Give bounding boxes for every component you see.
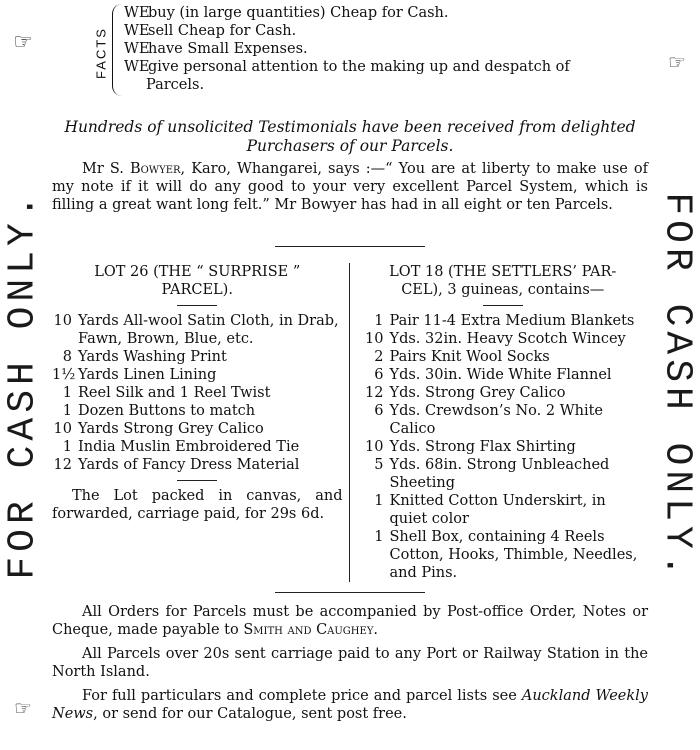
pointing-hand-icon: ☞ [14, 696, 32, 720]
list-item: 10 Yards All-wool Satin Cloth, in Drab, Fawn, Brown, Blue, etc. [53, 313, 339, 347]
lots-columns [52, 263, 648, 582]
firm-name: Smith and Caughey. [243, 622, 379, 638]
right-sidebar-text: FOR CASH ONLY. [655, 192, 699, 582]
list-item: 12 Yards of Fancy Dress Material [53, 457, 300, 473]
pointing-hand-icon: ☞ [668, 50, 686, 74]
pointing-hand-icon: ☞ [13, 30, 33, 55]
list-item: 10 Yards Strong Grey Calico [53, 421, 264, 437]
facts-brace [112, 4, 123, 96]
list-item: 1 India Muslin Embroidered Tie [62, 439, 300, 455]
list-item: 12 Yds. Strong Grey Calico [365, 385, 566, 401]
lot-18-heading: LOT 18 (THE SETTLERS’ PAR- CEL), 3 guineas, contains— [389, 264, 617, 298]
short-divider [177, 305, 217, 306]
customer-name: S. Bowyer [109, 161, 181, 177]
facts-block [52, 0, 648, 100]
particulars-notice: For full particulars and complete price and parcel lists see Auckland Weekly News, or send for our Catalogue, sent post free. [52, 688, 648, 722]
short-divider [483, 305, 523, 306]
list-item: 1½ Yards Linen Lining [52, 367, 217, 383]
fact-item-continued: Parcels. [146, 77, 205, 93]
fact-item: WE give personal attention to the making up and despatch of [124, 59, 570, 75]
lot-26-price: The Lot packed in canvas, and forwarded, carriage paid, for 29s 6d. [52, 488, 343, 522]
list-item: 10 Yds. Strong Flax Shirting [365, 439, 576, 455]
facts-list [124, 4, 644, 94]
testimonials-heading: Hundreds of unsolicited Testimonials have been received from delighted Purchasers of our Parcels. [64, 118, 636, 155]
lot-26 [52, 263, 350, 582]
list-item: 8 Yards Washing Print [62, 349, 227, 365]
short-divider [177, 480, 217, 481]
orders-notice: All Orders for Parcels must be accompanied by Post-office Order, Notes or Cheque, made payable to Smith and Caughey. [52, 604, 648, 638]
lot-18 [350, 263, 649, 582]
fact-item: WE have Small Expenses. [124, 41, 308, 57]
fact-item: WE sell Cheap for Cash. [124, 23, 297, 39]
divider [275, 592, 425, 593]
list-item: 1 Pair 11-4 Extra Medium Blankets [374, 313, 635, 329]
carriage-notice: All Parcels over 20s sent carriage paid to any Port or Railway Station in the North Island. [52, 646, 648, 680]
newspaper-name: Auckland Weekly News [52, 688, 648, 722]
fact-item: WE buy (in large quantities) Cheap for Cash. [124, 5, 449, 21]
list-item: 6 Yds. 30in. Wide White Flannel [374, 367, 612, 383]
lot-26-heading: LOT 26 (THE “ SURPRISE ” PARCEL). [94, 264, 301, 298]
list-item: 1 Reel Silk and 1 Reel Twist [62, 385, 271, 401]
list-item: 1 Dozen Buttons to match [62, 403, 256, 419]
left-sidebar-text: FOR CASH ONLY. [1, 190, 45, 580]
list-item: 1 Knitted Cotton Underskirt, in quiet color [374, 493, 606, 527]
list-item: 5 Yds. 68in. Strong Unbleached Sheeting [374, 457, 610, 491]
list-item: 1 Shell Box, containing 4 Reels Cotton, Hooks, Thimble, Needles, and Pins. [374, 529, 638, 581]
advertisement-body [52, 0, 648, 723]
testimonial-quote: Mr S. Bowyer, Karo, Whangarei, says :—“ You are at liberty to make use of my note if it will do any good to your very excellent Parcel System, which is filling a great want long felt.” Mr Bowyer has had in all eight or ten Parcels. [52, 161, 649, 213]
right-sidebar [654, 0, 700, 750]
list-item: 10 Yds. 32in. Heavy Scotch Wincey [365, 331, 626, 347]
left-sidebar [0, 0, 46, 750]
facts-label: FACTS [93, 27, 109, 79]
divider [275, 246, 425, 247]
list-item: 6 Yds. Crewdson’s No. 2 White Calico [374, 403, 603, 437]
list-item: 2 Pairs Knit Wool Socks [374, 349, 550, 365]
